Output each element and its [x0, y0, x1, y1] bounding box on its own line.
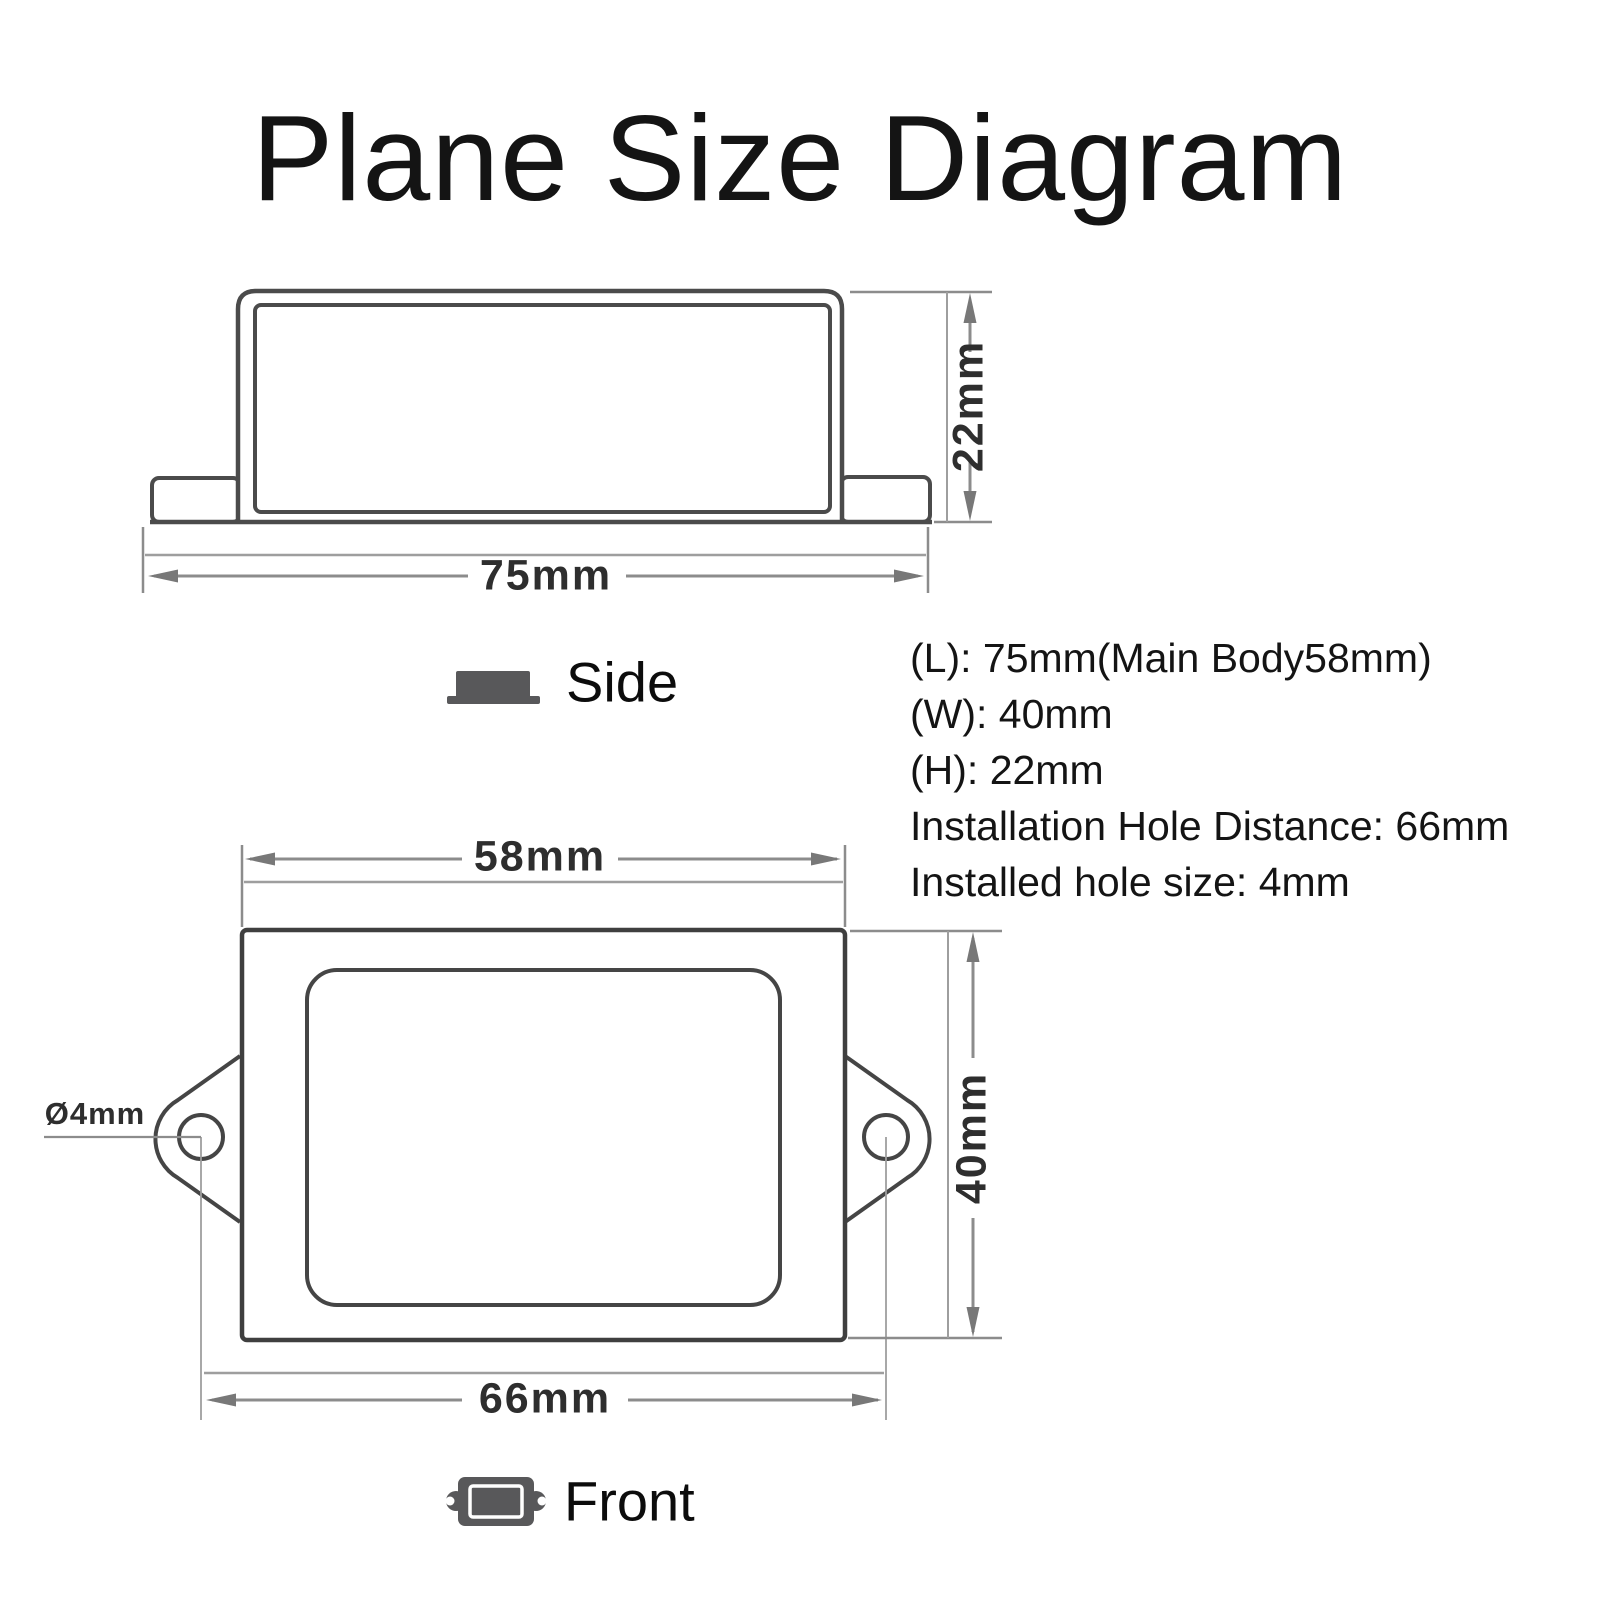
- front-view-drawing: [44, 845, 1002, 1526]
- dim-40mm-label: 40mm: [947, 1071, 996, 1205]
- spec-line-hole-size: Installed hole size: 4mm: [910, 859, 1350, 905]
- front-icon-inner-panel: [470, 1486, 522, 1517]
- arrowhead-right: [852, 1394, 882, 1407]
- spec-block: [910, 630, 1509, 910]
- arrowhead-up: [964, 293, 977, 323]
- side-icon-base: [447, 696, 540, 704]
- side-left-flange: [152, 478, 240, 522]
- front-icon-right-hole: [538, 1497, 547, 1506]
- arrowhead-up: [967, 932, 980, 962]
- side-right-flange: [841, 477, 930, 522]
- spec-line-hole-distance: Installation Hole Distance: 66mm: [910, 803, 1510, 849]
- page-title: Plane Size Diagram: [251, 90, 1349, 226]
- side-view-label: Side: [566, 650, 679, 714]
- spec-line-width: (W): 40mm: [910, 691, 1113, 737]
- arrowhead-down: [967, 1307, 980, 1337]
- side-view-silhouette-icon: [447, 671, 540, 704]
- arrowhead-down: [964, 491, 977, 521]
- dim-hole-diameter-label: Ø4mm: [44, 1096, 146, 1131]
- arrowhead-left: [148, 570, 178, 583]
- front-view-label: Front: [564, 1469, 695, 1533]
- spec-line-height: (H): 22mm: [910, 747, 1104, 793]
- side-icon-body: [456, 671, 530, 698]
- side-body-outline: [238, 291, 842, 522]
- front-body-outline: [242, 930, 845, 1340]
- arrowhead-right: [811, 853, 841, 866]
- front-view-silhouette-icon: [446, 1477, 547, 1526]
- side-view-drawing: [143, 291, 992, 704]
- dim-22mm-label: 22mm: [944, 339, 993, 473]
- dim-75mm-label: 75mm: [479, 551, 613, 600]
- arrowhead-left: [245, 853, 275, 866]
- spec-line-length: (L): 75mm(Main Body58mm): [910, 635, 1432, 681]
- dim-58mm-label: 58mm: [473, 832, 607, 881]
- arrowhead-left: [206, 1394, 236, 1407]
- dim-66mm-label: 66mm: [478, 1374, 612, 1423]
- front-icon-left-hole: [446, 1497, 455, 1506]
- arrowhead-right: [894, 570, 924, 583]
